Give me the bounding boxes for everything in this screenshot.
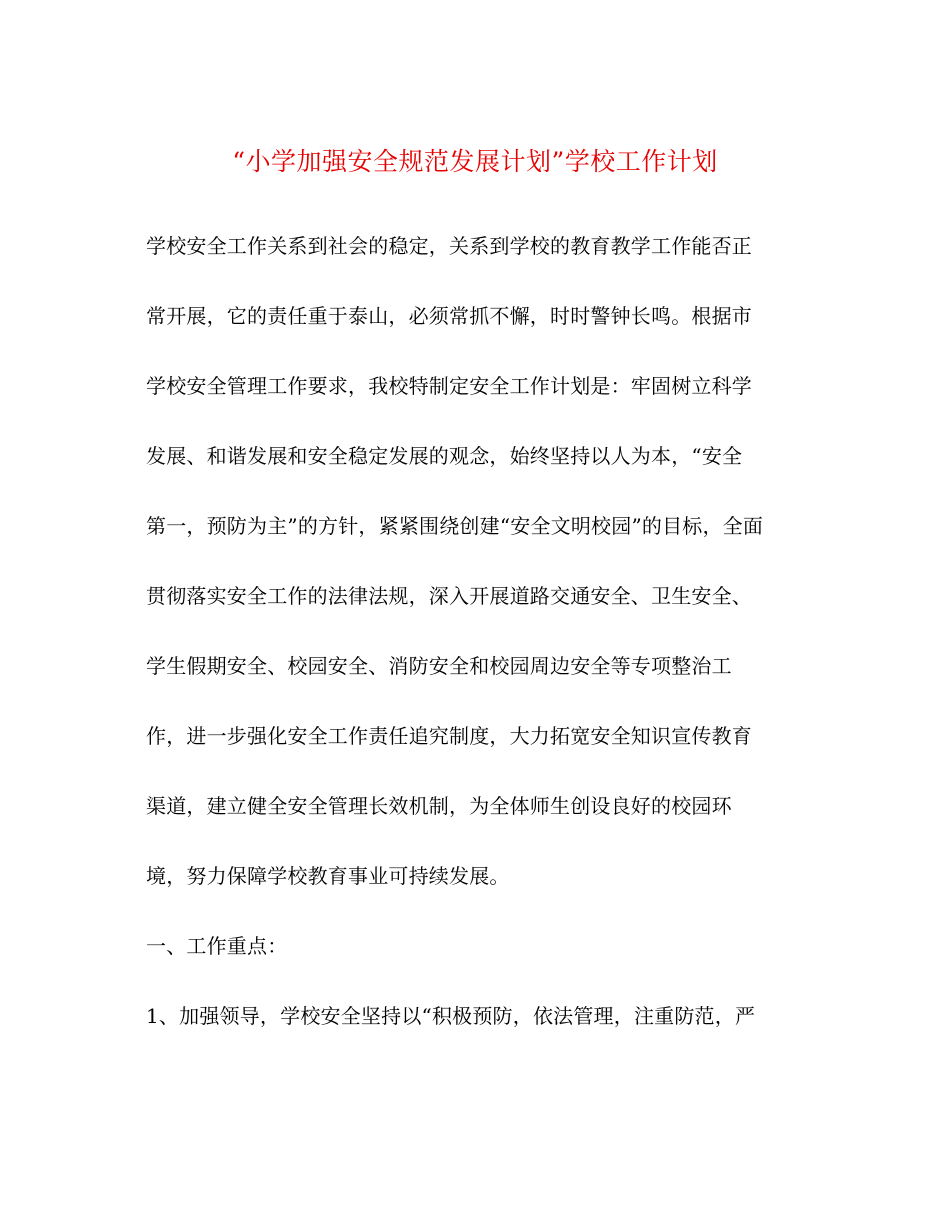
paragraph-line: 学生假期安全、校园安全、消防安全和校园周边安全等专项整治工 — [146, 654, 732, 678]
list-item: 1、加强领导，学校安全坚持以“积极预防，依法管理，注重防范，严 — [146, 1004, 756, 1028]
paragraph-line: 第一，预防为主”的方针，紧紧围绕创建“安全文明校园”的目标，全面 — [146, 514, 764, 538]
paragraph-line: 作，进一步强化安全工作责任追究制度，大力拓宽安全知识宣传教育 — [146, 724, 752, 748]
paragraph-line: 常开展，它的责任重于泰山，必须常抓不懈，时时警钟长鸣。根据市 — [146, 304, 752, 328]
paragraph-line: 境，努力保障学校教育事业可持续发展。 — [146, 864, 510, 888]
section-heading: 一、工作重点： — [146, 934, 288, 958]
paragraph-line: 渠道，建立健全安全管理长效机制，为全体师生创设良好的校园环 — [146, 794, 732, 818]
paragraph-line: 贯彻落实安全工作的法律法规，深入开展道路交通安全、卫生安全、 — [146, 584, 752, 608]
paragraph-line: 学校安全工作关系到社会的稳定，关系到学校的教育教学工作能否正 — [146, 234, 752, 258]
paragraph-line: 发展、和谐发展和安全稳定发展的观念，始终坚持以人为本，“安全 — [146, 444, 743, 468]
paragraph-line: 学校安全管理工作要求，我校特制定安全工作计划是：牢固树立科学 — [146, 374, 752, 398]
document-title: “小学加强安全规范发展计划”学校工作计划 — [232, 147, 718, 176]
